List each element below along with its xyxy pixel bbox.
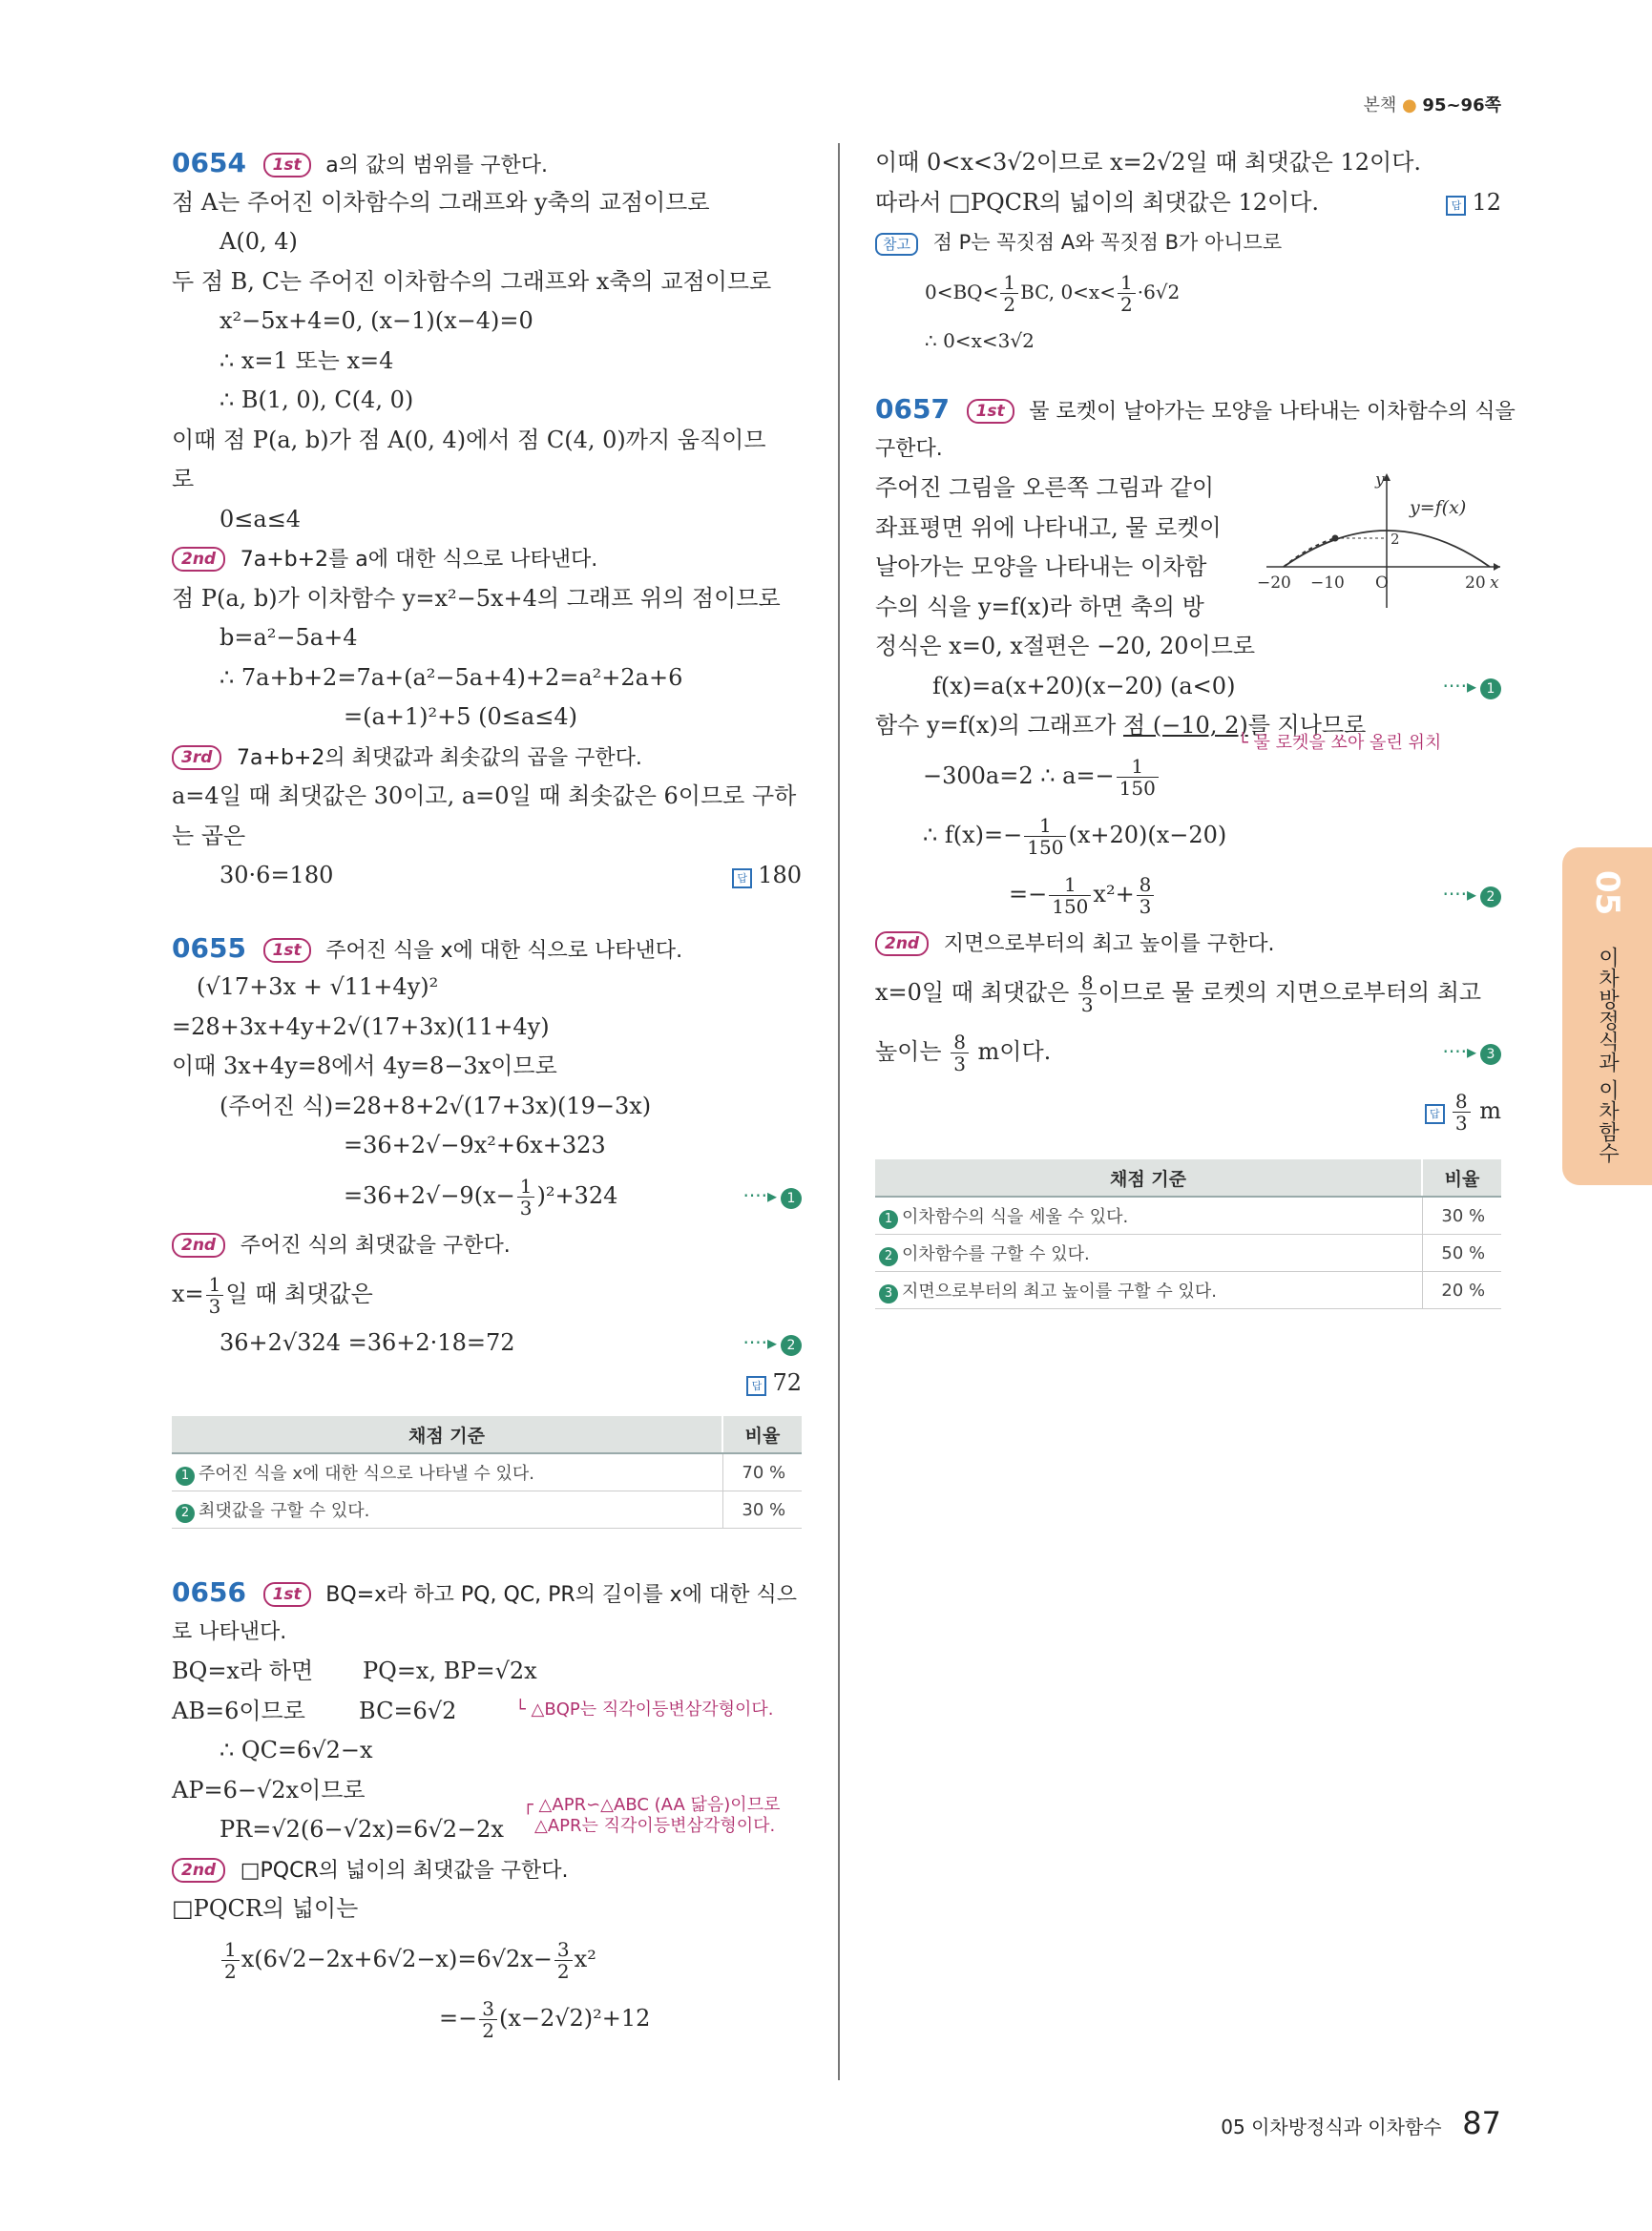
step-marker-2: ····▸ 2 (1443, 865, 1501, 924)
answer: 답 180 (732, 856, 802, 896)
fraction: $\frac{1}{150}$ (1024, 815, 1066, 858)
y-tick-2: 2 (1391, 531, 1400, 548)
problem-number: 0654 (172, 147, 246, 178)
fraction: $\frac{1}{2}$ (221, 1939, 240, 1982)
problem-0656: 0656 1st BQ=x라 하고 PQ, QC, PR의 길이를 x에 대한 식으 로 나타낸다. BQ=x라 하면 PQ=x, BP=√2x AB=6이므로 BC=6√2 └ △BQP는 직각이등변삼각형이다. ∴ QC=6√2−x AP=6−√2x이므로 PR=√2(6−√2x)=6√2−2x ┌ △APR∽△ABC (AA 닮음)이므로 △APR는 직각이등변삼각형이다. 2nd □PQCR의 넓이의 최댓값을 구한다. □PQCR의 넓이는 $\frac{1}{2}$ x(6√2−2x+6√2−x)=6√2x− $\frac{3}{2}$ x² =− $\frac{3}{2}$ (x−2√2)²+12 (172, 1576, 797, 2042)
problem-0655: 0655 1st 주어진 식을 x에 대한 식으로 나타낸다. (√17+3x + √11+4y)² =28+3x+4y+2√(17+3x)(11+4y) 이때 3x+4y=8에서 4y=8−3x이므로 (주어진 식)=28+8+2√(17+3x)(19−3x) =36+2√−9x²+6x+323 =36+2√−9(x− $\frac{1}{3}$ )²+324 ····▸ 1 2nd 주어진 식의 최댓값을 구한다. x= $\frac{1}{3}$ 일 때 최댓값은 36+2√324 =36+2·18=72 ····▸ 2 답 72 채점 기준 비율 1 주어진 식을 x에 대한 식으로 나타낼 수 있다. 70 % 2 최댓값을 구할 수 있다. 30 % (172, 928, 802, 1530)
page-reference: 본책 ● 95~96쪽 (1363, 95, 1501, 115)
bullet-dot: ● (1401, 95, 1417, 115)
step-marker-1: ····▸ 1 (743, 1166, 802, 1225)
fraction: $\frac{3}{2}$ (554, 1939, 573, 1982)
footer-chapter: 05 이차방정식과 이차함수 (1221, 2116, 1442, 2138)
scoring-table: 채점 기준 비율 1 이차함수의 식을 세울 수 있다. 30 % 2 이차함수를 구할 수 있다. 50 % 3 지면으로부터의 최고 높이를 구할 수 있다. 20 % (875, 1159, 1501, 1309)
fraction: $\frac{1}{150}$ (1049, 874, 1091, 917)
problem-number: 0656 (172, 1576, 246, 1608)
step-badge: 3rd (172, 745, 221, 770)
step-badge: 2nd (875, 931, 929, 956)
table-row: 2 최댓값을 구할 수 있다. 30 % (172, 1491, 802, 1529)
step-marker-1: ····▸ 1 (1443, 667, 1501, 707)
table-row: 2 이차함수를 구할 수 있다. 50 % (875, 1235, 1501, 1272)
step-badge: 2nd (172, 1858, 225, 1883)
column-divider (838, 143, 840, 2080)
chapter-side-tab[interactable] (1562, 847, 1652, 1185)
problem-0657: 0657 1st 물 로켓이 날아가는 모양을 나타내는 이차함수의 식을 구한다. y y=f(x) 2 −20 −10 O 20 x 주어진 그림을 오른쪽 그림과 같이 좌표평면 위에 나타내고, 물 로켓이 날아가는 모양을 나타내는 이차함 수의 식을 y=f(x)라 하면 축의 방 정식은 x=0, x절편은 −20, 20이므로 f(x)=a(x+20)(x−20) (a<0) ····▸ 1 함수 y=f(x)의 그래프가 점 (−10, 2)를 지나므로 └ 물 로켓을 쏘아 올린 위치 −300a=2 ∴ a=− $\frac{1}{150}$ ∴ f(x)=− $\frac{1}{150}$ (x+20)(x−20) =− $\frac{1}{150}$ x²+ $\frac{8}{3}$ ····▸ 2 2nd 지면으로부터의 최고 높이를 구한다. x=0일 때 최댓값은 $\frac{8}{3}$ 이므로 물 로켓의 지면으로부터의 최고 높이는 $\frac{8}{3}$ m이다. ····▸ 3 답 $\frac{8}{3}$ m 채점 기준 비율 1 이차함수의 식을 세울 수 있다. 30 % 2 이차함수를 구할 수 있다. 50 % 3 지면으로부터의 최고 높이를 구할 수 있다. 20 % (875, 389, 1501, 1309)
problem-0654: 0654 1st a의 값의 범위를 구한다. 점 A는 주어진 이차함수의 그래프와 y축의 교점이므로 A(0, 4) 두 점 B, C는 주어진 이차함수의 그래프와 x축의 교점이므로 x²−5x+4=0, (x−1)(x−4)=0 ∴ x=1 또는 x=4 ∴ B(1, 0), C(4, 0) 이때 점 P(a, b)가 점 A(0, 4)에서 점 C(4, 0)까지 움직이므 로 0≤a≤4 2nd 7a+b+2를 a에 대한 식으로 나타낸다. 점 P(a, b)가 이차함수 y=x²−5x+4의 그래프 위의 점이므로 b=a²−5a+4 ∴ 7a+b+2=7a+(a²−5a+4)+2=a²+2a+6 =(a+1)²+5 (0≤a≤4) 3rd 7a+b+2의 최댓값과 최솟값의 곱을 구한다. a=4일 때 최댓값은 30이고, a=0일 때 최솟값은 6이므로 구하 는 곱은 30·6=180 답 180 (172, 143, 802, 896)
fraction: $\frac{8}{3}$ (1453, 1091, 1471, 1134)
fraction: $\frac{1}{2}$ (1118, 272, 1136, 315)
x-tick-neg10: −10 (1310, 573, 1345, 593)
annotation: └ 물 로켓을 쏘아 올린 위치 (1238, 733, 1442, 753)
step-badge: 1st (263, 938, 311, 963)
function-label: y=f(x) (1410, 497, 1467, 518)
fraction: $\frac{1}{2}$ (1000, 272, 1018, 315)
answer: 답 12 (1446, 183, 1501, 223)
x-tick-20: 20 (1465, 573, 1486, 593)
problem-number: 0657 (875, 393, 950, 425)
answer-icon: 답 (732, 868, 752, 888)
step-marker-3: ····▸ 3 (1443, 1022, 1501, 1081)
fraction: $\frac{3}{2}$ (479, 1998, 497, 2041)
problem-number: 0655 (172, 931, 246, 964)
answer: 답 $\frac{8}{3}$ m (1425, 1081, 1501, 1140)
fraction: $\frac{8}{3}$ (1078, 972, 1097, 1015)
chapter-number: 05 (1588, 870, 1626, 916)
step-badge: 2nd (172, 547, 225, 572)
step-marker-2: ····▸ 2 (743, 1324, 802, 1364)
fraction: $\frac{8}{3}$ (951, 1032, 969, 1074)
step-badge: 2nd (172, 1233, 225, 1258)
answer-icon: 답 (1425, 1104, 1445, 1124)
step-badge: 1st (263, 1582, 311, 1607)
table-row: 3 지면으로부터의 최고 높이를 구할 수 있다. 20 % (875, 1272, 1501, 1309)
table-row: 1 이차함수의 식을 세울 수 있다. 30 % (875, 1197, 1501, 1235)
chapter-title: 이차방정식과 이차함수 (1595, 947, 1620, 1163)
right-column (875, 143, 1516, 1309)
fraction: $\frac{1}{150}$ (1117, 756, 1159, 799)
page-footer (1221, 2105, 1501, 2141)
origin-label: O (1375, 573, 1389, 593)
scoring-table: 채점 기준 비율 1 주어진 식을 x에 대한 식으로 나타낼 수 있다. 70 % 2 최댓값을 구할 수 있다. 30 % (172, 1416, 802, 1529)
page-number: 87 (1462, 2105, 1501, 2141)
answer: 답 72 (746, 1364, 802, 1404)
fraction: $\frac{1}{3}$ (517, 1176, 535, 1219)
reference-badge: 참고 (875, 233, 918, 256)
annotation: └ △BQP는 직각이등변삼각형이다. (515, 1699, 774, 1720)
y-label: y (1375, 470, 1385, 490)
x-tick-neg20: −20 (1257, 573, 1291, 593)
annotation: ┌ △APR∽△ABC (AA 닮음)이므로 △APR는 직각이등변삼각형이다. (523, 1795, 781, 1836)
fraction: $\frac{8}{3}$ (1137, 874, 1155, 917)
problem-0656-continued: 이때 0<x<3√2이므로 x=2√2일 때 최댓값은 12이다. 따라서 □PQCR의 넓이의 최댓값은 12이다. 답 12 참고 점 P는 꼭짓점 A와 꼭짓점 B가 아니므로 0<BQ< $\frac{1}{2}$ BC, 0<x< $\frac{1}{2}$ ·6√2 ∴ 0<x<3√2 (875, 149, 1501, 352)
step-badge: 1st (263, 153, 311, 177)
table-row: 1 주어진 식을 x에 대한 식으로 나타낼 수 있다. 70 % (172, 1453, 802, 1491)
answer-icon: 답 (746, 1376, 766, 1396)
left-column (172, 143, 802, 2048)
answer-icon: 답 (1446, 196, 1466, 216)
step-badge: 1st (967, 399, 1014, 424)
x-label: x (1490, 573, 1499, 593)
fraction: $\frac{1}{3}$ (206, 1274, 224, 1317)
